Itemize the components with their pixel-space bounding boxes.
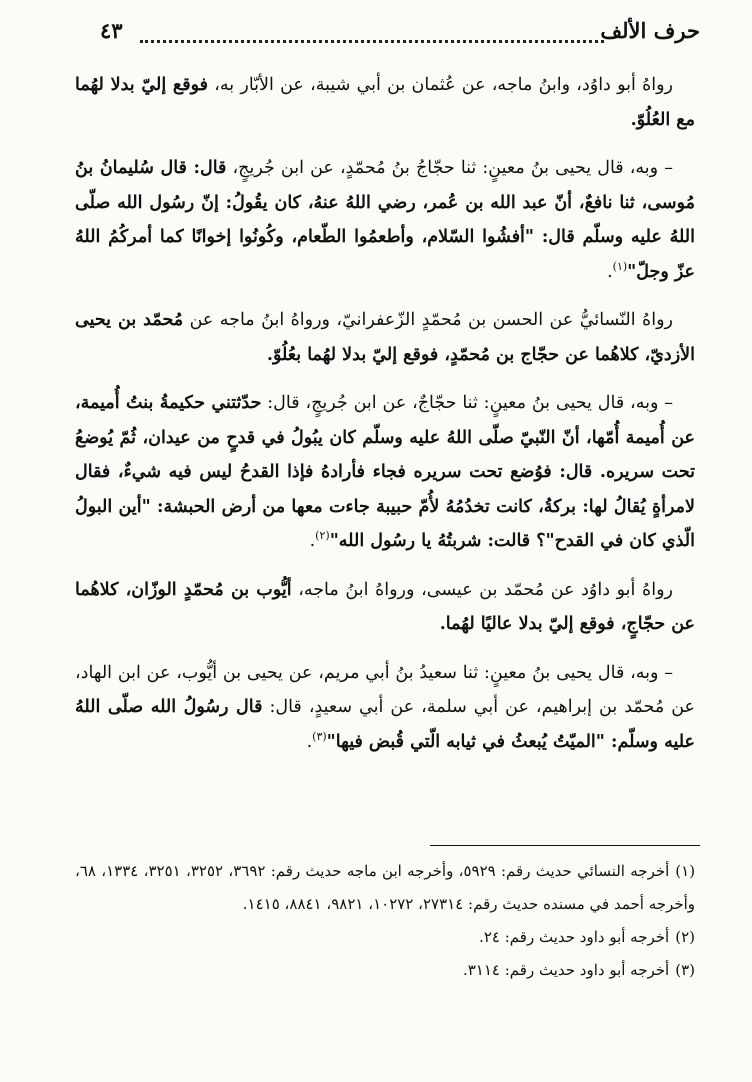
footnote-text: أخرجه أبو داود حديث رقم: ٣١١٤. xyxy=(462,961,670,979)
paragraph-end: . xyxy=(309,531,316,551)
paragraph-end: . xyxy=(306,731,313,752)
footnote xyxy=(75,954,695,987)
paragraph-bold-text: قال: قال سُليمانُ بنُ مُوسى، ثنا نافعٌ، أنّ عبد الله بن عُمر، رضي اللهُ عنهُ، كان يقُولُ: إنّ رسُول الله صلّى اللهُ عليه وسلّم قال: "أفشُوا السّلام، وأطعمُوا الطّعام، وكُونُوا إخوانًا كما أمركُمُ اللهُ عزّ وجلّ" xyxy=(75,158,695,282)
footnote-marker: (١) xyxy=(612,259,628,273)
chapter-title: حرف الألف xyxy=(600,18,700,43)
paragraph xyxy=(75,151,695,289)
footnote-divider xyxy=(430,845,700,846)
paragraph-bold-text: حدّثتني حكيمةُ بنتُ أُميمة، عن أُميمة أُمّها، أنّ النّبيّ صلّى اللهُ عليه وسلّم كان يبُولُ في قدحٍ من عيدان، ثُمّ يُوضعُ تحت سريره. قال: فوُضع تحت سريره فجاء فأرادهُ فإذا القدحُ ليس فيه شيءٌ، فقال لامرأةٍ يُقالُ لها: بركةُ، كانت تخدُمُهُ لأُمّ حبيبة جاءت معها من أرض الحبشة: "أين البولُ الّذي كان في القدح"؟ قالت: شربتُهُ يا رسُول الله" xyxy=(75,393,695,551)
paragraph-bold-text: فوقع إليّ بدلا لهُما مع العُلُوّ. xyxy=(75,75,695,130)
paragraph-lead: – وبه، قال يحيى بنُ معينٍ: ثنا حجّاجٌ، عن ابن جُريجٍ، قال: xyxy=(261,393,673,413)
page-number: ٤٣ xyxy=(100,18,123,43)
paragraph xyxy=(75,68,695,137)
footnote-marker: (٢) xyxy=(315,529,330,543)
footnote-text: أخرجه النسائي حديث رقم: ٥٩٢٩، وأخرجه ابن ماجه حديث رقم: ٣٦٩٢، ٣٢٥٢، ٣٢٥١، ١٣٣٤، ٦٨، وأخرجه أحمد في مسنده حديث رقم: ٢٧٣١٤، ١٠٢٧٢، ٩٨٢١، ٨٨٤١، ١٤١٥. xyxy=(75,862,695,913)
paragraph-bold-text: قال رسُولُ الله صلّى اللهُ عليه وسلّم: "الميّتُ يُبعثُ في ثيابه الّتي قُبض فيها" xyxy=(75,697,695,752)
paragraph xyxy=(75,573,695,642)
footnote xyxy=(75,855,695,921)
footnote xyxy=(75,921,695,954)
paragraph-lead: – وبه، قال يحيى بنُ معينٍ: ثنا حجّاجُ بنُ مُحمّدٍ، عن ابن جُريجٍ، xyxy=(226,158,673,178)
footnote-number: (١) xyxy=(675,862,696,880)
footnote-text: أخرجه أبو داود حديث رقم: ٢٤. xyxy=(479,928,670,946)
paragraph xyxy=(75,386,695,559)
paragraph-bold-text: أيُّوب بن مُحمّدٍ الوزّان، كلاهُما عن حجّاجٍ، فوقع إليّ بدلا عاليًا لهُما. xyxy=(75,579,695,634)
paragraph-lead: – وبه، قال يحيى بنُ معينٍ: ثنا سعيدُ بنُ أبي مريم، عن يحيى بن أيُّوب، عن ابن الهاد، عن مُحمّد بن إبراهيم، عن أبي سلمة، عن أبي سعيدٍ، قال: xyxy=(75,662,695,717)
paragraph xyxy=(75,303,695,372)
paragraph xyxy=(75,656,695,760)
paragraph-bold-text: مُحمّد بن يحيى الأزديّ، كلاهُما عن حجّاج بن مُحمّدٍ، فوقع إليّ بدلا لهُما بعُلُوّ. xyxy=(75,310,695,365)
paragraph-text: رواهُ أبو داوُد عن مُحمّد بن عيسى، ورواهُ ابنُ ماجه، xyxy=(291,579,673,600)
paragraph-text: رواهُ النّسائيُّ عن الحسن بن مُحمّدٍ الزّعفرانيّ، ورواهُ ابنُ ماجه عن xyxy=(183,310,673,330)
header-dotted-leader xyxy=(140,40,604,43)
footnote-number: (٢) xyxy=(675,928,695,946)
paragraph-text: رواهُ أبو داوُد، وابنُ ماجه، عن عُثمان بن أبي شيبة، عن الأبّار به، xyxy=(208,75,674,95)
footnote-marker: (٣) xyxy=(312,729,327,743)
page-header xyxy=(100,18,700,52)
main-text xyxy=(75,68,695,773)
footnotes xyxy=(75,855,695,987)
paragraph-end: . xyxy=(607,261,613,282)
footnote-number: (٣) xyxy=(675,961,695,979)
